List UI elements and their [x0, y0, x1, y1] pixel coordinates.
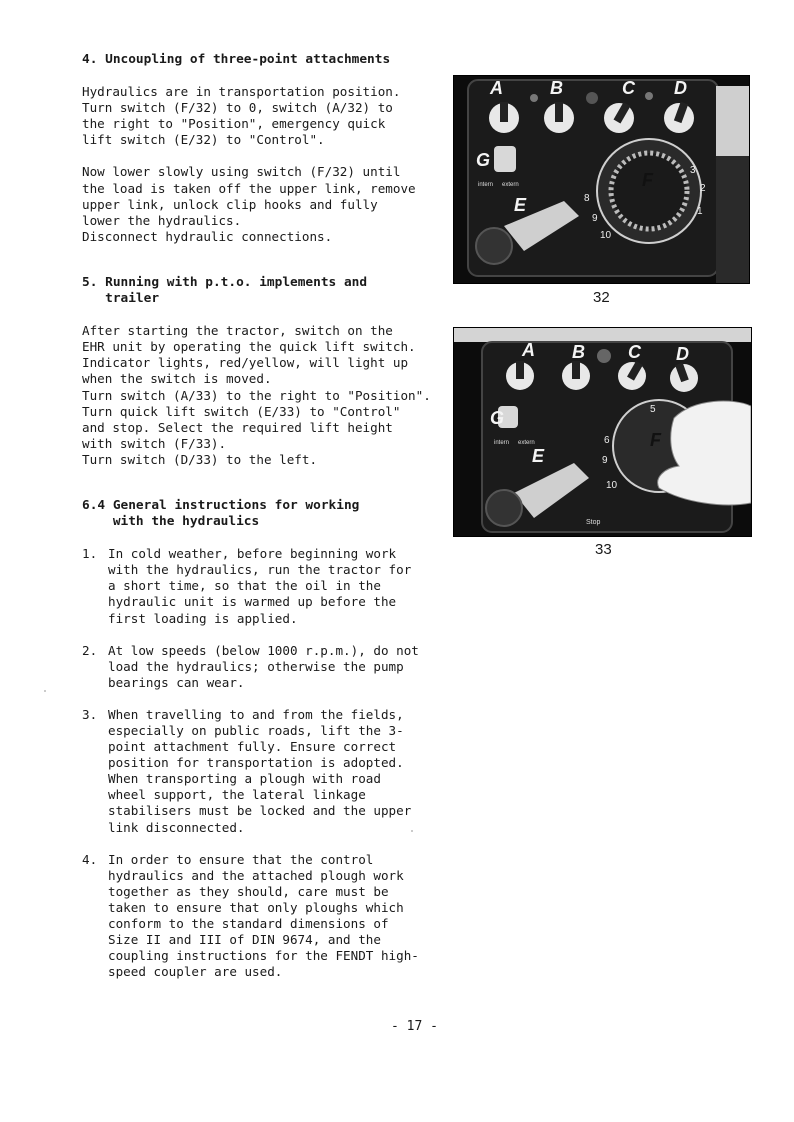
label-g: G: [476, 150, 491, 170]
label-c: C: [628, 342, 641, 362]
list-item-number: 3.: [82, 706, 98, 722]
instructions-list: [82, 546, 454, 980]
section-heading-pto: 5. Running with p.t.o. implements and trailer: [82, 274, 368, 307]
page-number: - 17 -: [391, 1019, 438, 1034]
paragraph-pto: After starting the tractor, switch on the EHR unit by operating the quick lift switch. Indicator lights, red/yellow, will light up when the switch is moved. Turn switch (A/33) to the right to "Position". Turn quick lift switch (E/33) to "Control" and stop. Select the required lift height with switch (F/33). Turn switch (D/33) to the left.: [82, 323, 431, 467]
list-item: [82, 643, 454, 691]
dial-number: 6: [604, 435, 610, 446]
label-c: C: [622, 78, 635, 98]
list-item-number: 1.: [82, 546, 98, 562]
list-item-text: In order to ensure that the control hydraulics and the attached plough work together as they should, care must be taken to ensure that only ploughs which conform to the standard dimensions of Size II and III of DIN 9674, and the coupling instructions for the FENDT high- speed coupler are used.: [108, 851, 419, 980]
list-item: [82, 707, 454, 836]
control-panel-illustration: [454, 328, 751, 536]
figure-33-photo: [453, 327, 752, 537]
label-e: E: [532, 446, 545, 466]
label-a: A: [522, 340, 535, 360]
label-b: B: [572, 342, 585, 362]
list-item: [82, 852, 454, 981]
dial-number: 5: [650, 404, 656, 415]
scan-speck: [44, 690, 46, 692]
paragraph-uncoupling-1: Hydraulics are in transportation position. Turn switch (F/32) to 0, switch (A/32) to the right to "Position", emergency quick lift switch (E/32) to "Control".: [82, 84, 401, 148]
dial-number: 10: [606, 480, 618, 491]
stop-label: Stop: [586, 519, 601, 526]
list-item-text: In cold weather, before beginning work with the hydraulics, run the tractor for a short time, so that the oil in the hydraulic unit is warmed up before the first loading is applied.: [108, 546, 412, 626]
switch-g-toggle: [494, 146, 516, 172]
list-item-text: At low speeds (below 1000 r.p.m.), do not load the hydraulics; otherwise the pump bearings can wear.: [108, 642, 419, 690]
label-b: B: [550, 78, 563, 98]
intern-label: intern: [494, 440, 510, 446]
dial-number: 8: [584, 193, 590, 204]
list-item-number: 4.: [82, 851, 98, 867]
paragraph-uncoupling-2: Now lower slowly using switch (F/32) until the load is taken off the upper link, remove upper link, unlock clip hooks and fully lower the hydraulics. Disconnect hydraulic connections.: [82, 164, 416, 244]
dial-number: 10: [600, 230, 612, 241]
label-g: G: [490, 408, 505, 428]
extern-label: extern: [502, 182, 519, 188]
text-column: [82, 52, 454, 996]
dial-number: 1: [697, 206, 703, 217]
control-panel-illustration: [454, 76, 749, 283]
list-item-number: 2.: [82, 642, 98, 658]
list-item-text: When travelling to and from the fields, especially on public roads, lift the 3- point attachment fully. Ensure correct position for transportation is adopted. When transporting a plough with road wheel support, the lateral linkage stabilisers must be locked and the upper link disconnected.: [108, 706, 412, 835]
label-f: F: [650, 430, 661, 450]
intern-label: intern: [478, 182, 494, 188]
label-d: D: [676, 344, 689, 364]
dial-number: 9: [602, 455, 608, 466]
scan-speck: [411, 830, 413, 832]
label-e: E: [514, 195, 527, 215]
label-f: F: [642, 170, 653, 190]
figure-33-caption: 33: [595, 541, 612, 558]
section-heading-general-instructions: 6.4 General instructions for working with the hydraulics: [82, 497, 360, 530]
dial-number: 3: [690, 165, 696, 176]
figure-32-caption: 32: [593, 289, 610, 306]
extern-label: extern: [518, 440, 535, 446]
dial-number: 2: [700, 183, 706, 194]
dial-number: 9: [592, 213, 598, 224]
section-heading-uncoupling: 4. Uncoupling of three-point attachments: [82, 52, 391, 67]
list-item: [82, 546, 454, 626]
figure-32-photo: [453, 75, 750, 284]
label-d: D: [674, 78, 687, 98]
label-a: A: [490, 78, 503, 98]
